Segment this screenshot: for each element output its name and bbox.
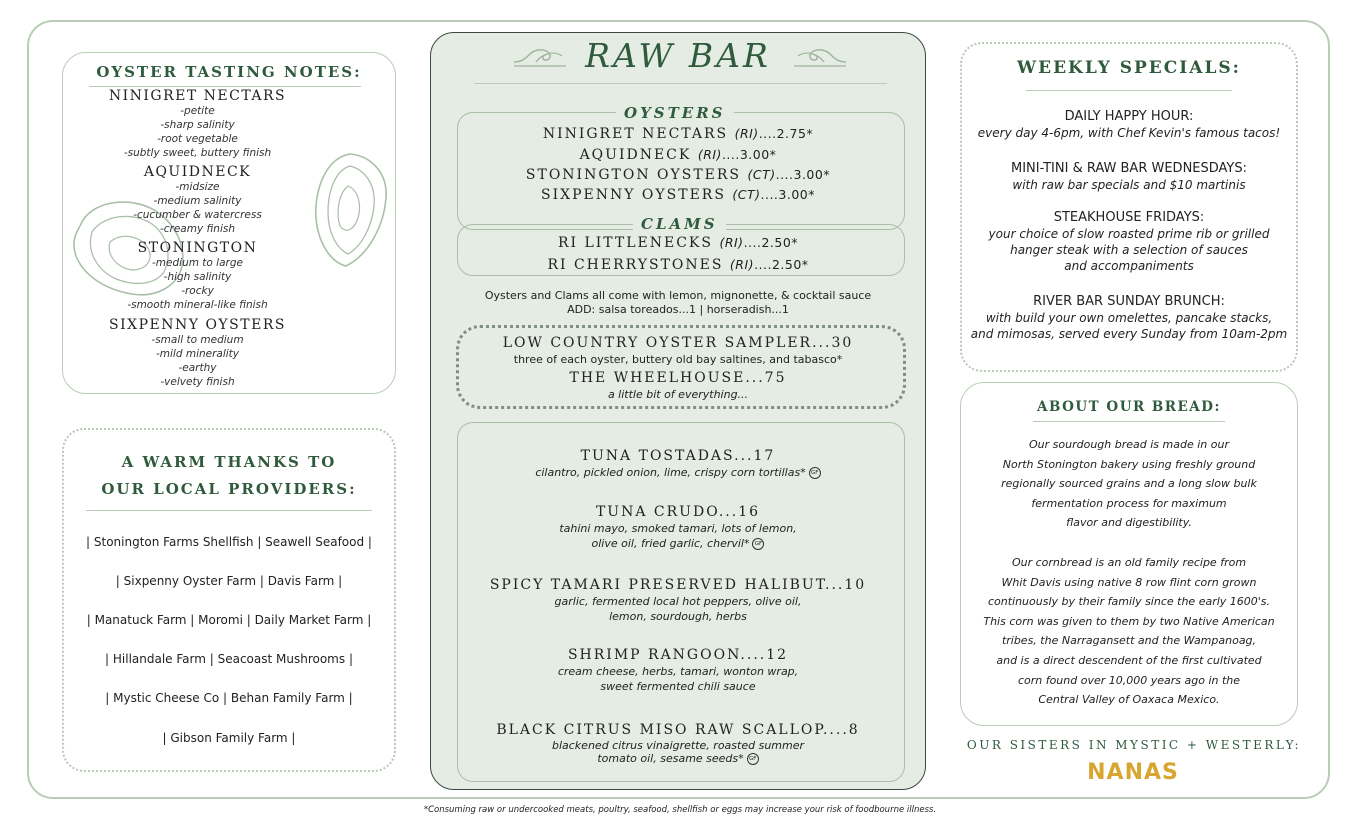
special-description: with build your own omelettes, pancake stacks, (985, 311, 1273, 325)
tasting-notes-title: OYSTER TASTING NOTES: (96, 63, 362, 81)
tasting-oyster (0, 164, 395, 236)
item-description: cream cheese, herbs, tamari, wonton wrap, (557, 665, 799, 678)
menu-item-clam (430, 234, 926, 252)
provider-line: | Manatuck Farm | Moromi | Daily Market Farm | (86, 613, 372, 627)
special-item (960, 294, 1298, 342)
special-description: hanger steak with a selection of sauces (1010, 243, 1248, 257)
bread-line: Central Valley of Oaxaca Mexico. (1038, 693, 1220, 707)
about-bread-title: ABOUT OUR BREAD: (1037, 399, 1221, 415)
provider-line: | Sixpenny Oyster Farm | Davis Farm | (115, 574, 343, 588)
item-description: garlic, fermented local hot peppers, olive oil, (554, 595, 802, 608)
special-heading: MINI-TINI & RAW BAR WEDNESDAYS: (1011, 161, 1247, 176)
menu-item-dish (430, 646, 926, 694)
bread-line: Whit Davis using native 8 row flint corn grown (1001, 575, 1257, 589)
svg-text:NANAS: NANAS (1087, 760, 1179, 785)
oyster-name: NINIGRET NECTARS (108, 88, 287, 104)
menu-item-dish (430, 721, 926, 766)
local-providers-panel (62, 428, 396, 772)
menu-item-oyster (430, 186, 926, 204)
item-name: SIXPENNY OYSTERS (541, 187, 726, 203)
oyster-note: -subtly sweet, buttery finish (123, 147, 272, 159)
item-description: three of each oyster, buttery old bay saltines, and tabasco* (513, 353, 843, 366)
bread-line: fermentation process for maximum (1031, 496, 1227, 510)
oyster-note: -cucumber & watercress (133, 209, 262, 221)
item-name: TUNA CRUDO...16 (595, 504, 761, 520)
item-price: (CT)....3.00* (747, 167, 831, 182)
gluten-free-icon: GF (809, 467, 821, 479)
divider (1033, 421, 1225, 422)
bread-paragraph-sourdough (960, 435, 1298, 533)
bread-line: North Stonington bakery using freshly ground (1002, 457, 1256, 471)
item-description: a little bit of everything... (607, 388, 749, 401)
item-description: tahini mayo, smoked tamari, lots of lemon, (559, 522, 797, 535)
item-description: lemon, sourdough, herbs (609, 610, 747, 623)
special-item (960, 210, 1298, 274)
nanas-logo (1086, 756, 1180, 786)
menu-item-sampler (430, 334, 926, 367)
menu-item-dish (430, 576, 926, 624)
item-name: STONINGTON OYSTERS (525, 167, 742, 183)
menu-item-oyster (430, 146, 926, 164)
gluten-free-icon: GF (752, 538, 764, 550)
divider (474, 83, 887, 84)
special-heading: DAILY HAPPY HOUR: (1064, 109, 1194, 124)
special-description: every day 4-6pm, with Chef Kevin's famous tacos! (977, 126, 1281, 140)
oyster-note: -smooth mineral-like finish (127, 299, 268, 311)
bread-line: corn found over 10,000 years ago in the (1017, 673, 1241, 687)
item-name: LOW COUNTRY OYSTER SAMPLER...30 (502, 335, 854, 351)
weekly-specials-title: WEEKLY SPECIALS: (1017, 58, 1241, 78)
divider (89, 86, 361, 87)
provider-line: | Stonington Farms Shellfish | Seawell Seafood | (86, 535, 372, 549)
special-description: with raw bar specials and $10 martinis (1012, 178, 1246, 192)
providers-title-line: A WARM THANKS TO (121, 453, 337, 471)
oyster-note: -sharp salinity (160, 119, 235, 131)
item-description: sweet fermented chili sauce (600, 680, 756, 693)
providers-title (64, 449, 394, 503)
item-name: SPICY TAMARI PRESERVED HALIBUT...10 (489, 577, 867, 593)
sister-restaurants-label: OUR SISTERS IN MYSTIC + WESTERLY: (966, 738, 1302, 752)
oyster-note: -high salinity (163, 271, 232, 283)
bread-line: regionally sourced grains and a long slow bulk (1001, 477, 1257, 491)
bread-line: Our cornbread is an old family recipe from (1011, 556, 1247, 569)
tasting-oyster (0, 88, 395, 160)
oyster-name: AQUIDNECK (143, 164, 252, 180)
menu-item-wheelhouse (430, 369, 926, 402)
menu-item-clam (430, 256, 926, 274)
bread-paragraph-cornbread (960, 553, 1298, 710)
menu-item-dish (430, 447, 926, 480)
oyster-note: -rocky (181, 285, 214, 297)
item-name: RI CHERRYSTONES (547, 257, 724, 273)
oyster-note: -midsize (175, 181, 220, 193)
item-price: (RI)....3.00* (697, 147, 777, 162)
special-item (960, 109, 1298, 141)
item-description: tomato oil, sesame seeds* (597, 752, 744, 765)
item-price: (CT)....3.00* (732, 187, 815, 202)
food-safety-disclaimer: *Consuming raw or undercooked meats, poultry, seafood, shellfish or eggs may increase your risk of foodbourne illness. (423, 805, 937, 815)
item-name: TUNA TOSTADAS...17 (580, 448, 776, 464)
oyster-name: STONINGTON (137, 240, 258, 256)
menu-item-oyster (430, 125, 926, 143)
accompaniments-note: Oysters and Clams all come with lemon, mignonette, & cocktail sauce (484, 289, 872, 302)
special-item (960, 161, 1298, 193)
providers-title-line: OUR LOCAL PROVIDERS: (101, 480, 357, 498)
tasting-oyster (0, 240, 395, 312)
bread-line: This corn was given to them by two Native American (983, 614, 1275, 628)
provider-line: | Hillandale Farm | Seacoast Mushrooms | (105, 652, 353, 666)
item-description: olive oil, fried garlic, chervil* (591, 537, 750, 550)
item-description: blackened citrus vinaigrette, roasted summer (551, 739, 805, 752)
special-description: and accompaniments (1064, 259, 1194, 273)
bread-line: continuously by their family since the early 1600's. (987, 595, 1271, 609)
bread-line: and is a direct descendent of the first cultivated (996, 653, 1262, 667)
bread-line: flavor and digestibility. (1066, 516, 1192, 530)
tasting-oyster (0, 317, 395, 389)
item-price: (RI)....2.50* (719, 235, 799, 250)
item-name: NINIGRET NECTARS (542, 126, 729, 142)
item-name: THE WHEELHOUSE...75 (569, 370, 787, 386)
item-price: (RI)....2.50* (729, 257, 809, 272)
divider (1026, 90, 1232, 91)
oyster-note: -medium to large (152, 257, 243, 269)
special-description: your choice of slow roasted prime rib or grilled (988, 227, 1270, 241)
special-heading: STEAKHOUSE FRIDAYS: (1053, 210, 1205, 225)
item-description: cilantro, pickled onion, lime, crispy corn tortillas* (535, 466, 806, 479)
special-description: and mimosas, served every Sunday from 10am-2pm (970, 327, 1288, 341)
oyster-name: SIXPENNY OYSTERS (109, 317, 286, 333)
item-name: SHRIMP RANGOON....12 (567, 647, 789, 663)
special-heading: RIVER BAR SUNDAY BRUNCH: (1033, 294, 1225, 309)
provider-line: | Gibson Family Farm | (162, 731, 296, 745)
divider (86, 510, 372, 511)
raw-bar-title: RAW BAR (585, 36, 771, 75)
menu-item-oyster (430, 166, 926, 184)
oyster-note: -velvety finish (160, 376, 235, 388)
oyster-note: -earthy (178, 362, 217, 374)
oyster-note: -medium salinity (153, 195, 242, 207)
add-ons-note: ADD: salsa toreados...1 | horseradish...1 (567, 303, 789, 316)
provider-line: | Mystic Cheese Co | Behan Family Farm | (105, 691, 353, 705)
oysters-section-title: OYSTERS (616, 104, 734, 122)
oyster-note: -creamy finish (159, 223, 236, 235)
item-name: BLACK CITRUS MISO RAW SCALLOP....8 (496, 722, 860, 738)
item-price: (RI)....2.75* (734, 126, 814, 141)
clams-section-title: CLAMS (633, 215, 726, 233)
bread-line: tribes, the Narragansett and the Wampanoag, (1001, 634, 1257, 648)
oyster-note: -mild minerality (155, 348, 240, 360)
bread-line: Our sourdough bread is made in our (1029, 438, 1229, 451)
item-name: RI LITTLENECKS (557, 235, 713, 251)
oyster-note: -petite (180, 105, 215, 117)
gluten-free-icon: GF (747, 753, 759, 765)
menu-item-dish (430, 503, 926, 551)
item-name: AQUIDNECK (579, 147, 692, 163)
oyster-note: -root vegetable (157, 133, 238, 145)
oyster-note: -small to medium (151, 334, 244, 346)
